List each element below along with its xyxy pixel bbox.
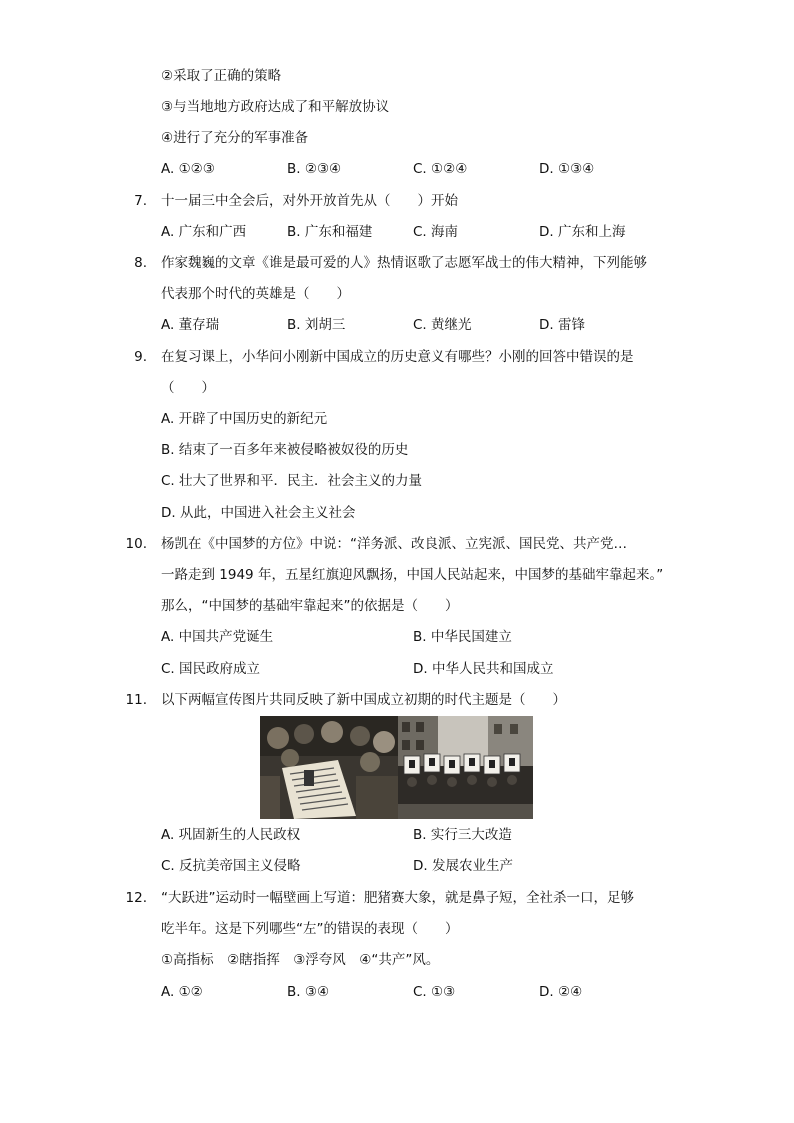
q10-stem-line2: 一路走到 1949 年，五星红旗迎风飘扬，中国人民站起来，中国梦的基础牢靠起来。” — [161, 567, 664, 583]
q9-number: 9. — [134, 349, 147, 365]
q6-option-c: C. ①②④ — [413, 161, 468, 177]
q12-option-a: A. ①② — [161, 984, 203, 1000]
q6-option-a: A. ①②③ — [161, 161, 215, 177]
q8-option-b: B. 刘胡三 — [287, 317, 346, 333]
q10-option-c: C. 国民政府成立 — [161, 661, 261, 677]
q6-option-b: B. ②③④ — [287, 161, 342, 177]
q12-stem-line3: ①高指标 ②瞎指挥 ③浮夸风 ④“共产”风。 — [161, 952, 440, 968]
q9-option-b: B. 结束了一百多年来被侵略被奴役的历史 — [161, 442, 409, 458]
q10-stem-line1: 杨凯在《中国梦的方位》中说：“洋务派、改良派、立宪派、国民党、共产党… — [161, 536, 627, 552]
q10-option-d: D. 中华人民共和国成立 — [413, 661, 554, 677]
q7-stem: 十一届三中全会后，对外开放首先从（ ）开始 — [161, 193, 458, 209]
q10-option-b: B. 中华民国建立 — [413, 629, 512, 645]
q12-stem-line1: “大跃进”运动时一幅壁画上写道：肥猪赛大象，就是鼻子短，全社杀一口，足够 — [161, 890, 634, 906]
q9-stem-line2: （ ） — [161, 380, 215, 396]
q7-option-a: A. 广东和广西 — [161, 224, 247, 240]
q8-stem-line1: 作家魏巍的文章《谁是最可爱的人》热情讴歌了志愿军战士的伟大精神，下列能够 — [161, 255, 647, 271]
q8-option-a: A. 董存瑞 — [161, 317, 220, 333]
q9-option-c: C. 壮大了世界和平．民主．社会主义的力量 — [161, 473, 423, 489]
q9-option-d: D. 从此，中国进入社会主义社会 — [161, 505, 356, 521]
q11-option-b: B. 实行三大改造 — [413, 827, 512, 843]
q8-number: 8. — [134, 255, 147, 271]
q9-option-a: A. 开辟了中国历史的新纪元 — [161, 411, 328, 427]
q10-stem-line3: 那么，“中国梦的基础牢靠起来”的依据是（ ） — [161, 598, 459, 614]
q9-stem-line1: 在复习课上，小华问小刚新中国成立的历史意义有哪些？小刚的回答中错误的是 — [161, 349, 634, 365]
q12-option-c: C. ①③ — [413, 984, 456, 1000]
q10-number: 10. — [125, 536, 147, 552]
q11-option-c: C. 反抗美帝国主义侵略 — [161, 858, 301, 874]
q7-option-d: D. 广东和上海 — [539, 224, 626, 240]
q8-option-c: C. 黄继光 — [413, 317, 472, 333]
q10-option-a: A. 中国共产党诞生 — [161, 629, 274, 645]
q7-number: 7. — [134, 193, 147, 209]
q8-stem-line2: 代表那个时代的英雄是（ ） — [161, 286, 350, 302]
q12-number: 12. — [125, 890, 147, 906]
q7-option-b: B. 广东和福建 — [287, 224, 373, 240]
q6-item-3: ③与当地地方政府达成了和平解放协议 — [161, 99, 390, 115]
q6-item-2: ②采取了正确的策略 — [161, 68, 282, 84]
q6-item-4: ④进行了充分的军事准备 — [161, 130, 309, 146]
q7-option-c: C. 海南 — [413, 224, 459, 240]
propaganda-photo-right — [398, 716, 533, 819]
q12-stem-line2: 吃半年。这是下列哪些“左”的错误的表现（ ） — [161, 921, 459, 937]
q6-option-d: D. ①③④ — [539, 161, 595, 177]
q11-stem: 以下两幅宣传图片共同反映了新中国成立初期的时代主题是（ ） — [161, 692, 566, 708]
q11-number: 11. — [125, 692, 147, 708]
q11-option-a: A. 巩固新生的人民政权 — [161, 827, 301, 843]
q8-option-d: D. 雷锋 — [539, 317, 585, 333]
q11-option-d: D. 发展农业生产 — [413, 858, 513, 874]
propaganda-photo-left — [260, 716, 398, 819]
q12-option-b: B. ③④ — [287, 984, 330, 1000]
q12-option-d: D. ②④ — [539, 984, 583, 1000]
